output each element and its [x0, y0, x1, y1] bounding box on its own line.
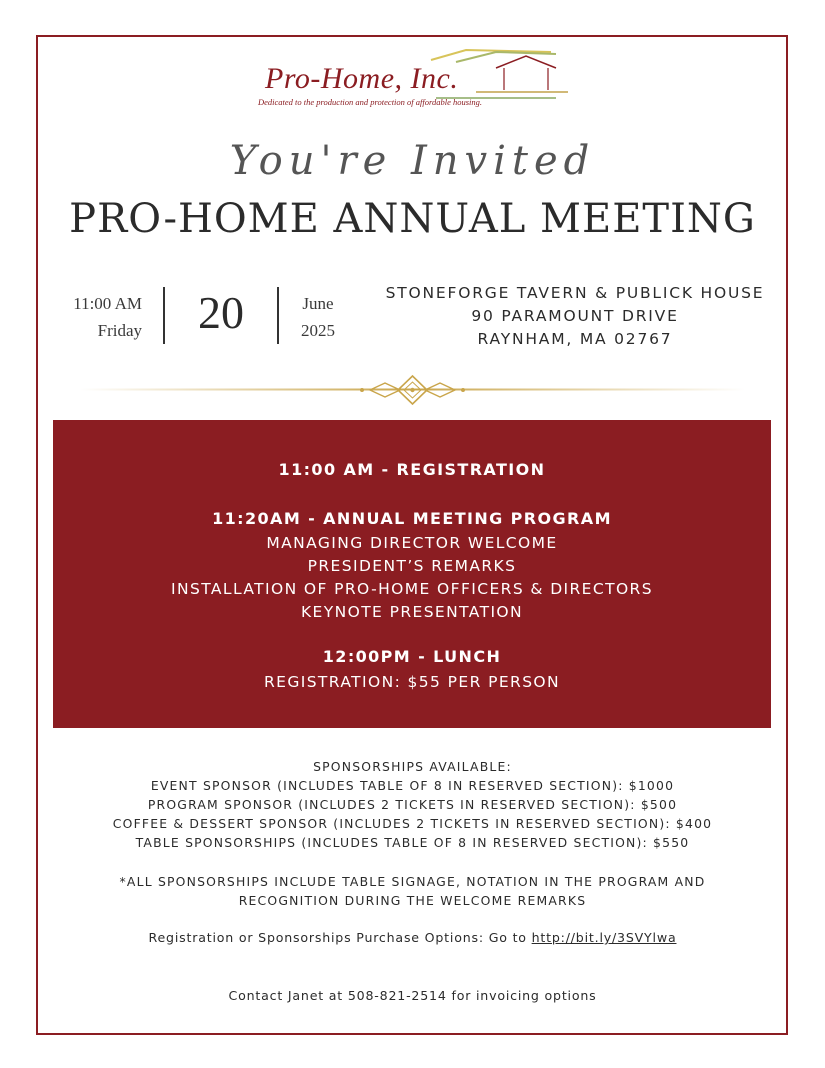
event-weekday: Friday: [97, 321, 142, 340]
registration-link[interactable]: http://bit.ly/3SVYlwa: [531, 930, 677, 945]
registration-text: Registration or Sponsorships Purchase Options: Go to: [148, 930, 532, 945]
event-title: PRO-HOME ANNUAL MEETING: [69, 196, 756, 242]
lunch-time: 12:00PM - LUNCH: [322, 647, 502, 666]
event-year: 2025: [301, 321, 335, 340]
sponsorship-item: EVENT SPONSOR (INCLUDES TABLE OF 8 IN RESERVED SECTION): $1000: [150, 778, 675, 793]
company-logo-name: Pro-Home, Inc.: [265, 62, 459, 95]
venue-address: [370, 282, 780, 351]
program-items: [53, 532, 771, 624]
program-heading: 11:20AM - ANNUAL MEETING PROGRAM: [212, 509, 612, 528]
venue-street: 90 PARAMOUNT DRIVE: [471, 307, 679, 325]
sponsorships-heading: SPONSORSHIPS AVAILABLE:: [313, 759, 512, 774]
company-tagline: Dedicated to the production and protection of affordable housing.: [258, 97, 483, 107]
event-month: June: [302, 294, 334, 313]
program-item: KEYNOTE PRESENTATION: [300, 603, 524, 621]
venue-name: STONEFORGE TAVERN & PUBLICK HOUSE: [385, 284, 765, 302]
ornamental-divider-icon: [80, 374, 745, 406]
event-time: 11:00 AM: [73, 294, 142, 313]
sponsorship-note-line: RECOGNITION DURING THE WELCOME REMARKS: [238, 893, 587, 908]
registration-time: 11:00 AM - REGISTRATION: [278, 460, 546, 479]
registration-options: [0, 930, 825, 945]
event-day-number: 20: [198, 287, 244, 338]
date-divider-right: [277, 287, 279, 344]
date-divider-left: [163, 287, 165, 344]
sponsorship-note: [40, 872, 785, 910]
youre-invited-heading: You're Invited: [229, 138, 596, 184]
program-item: PRESIDENT’S REMARKS: [307, 557, 517, 575]
registration-price: REGISTRATION: $55 PER PERSON: [263, 673, 561, 691]
schedule-panel: [53, 420, 771, 728]
program-item: MANAGING DIRECTOR WELCOME: [266, 534, 558, 552]
venue-city: RAYNHAM, MA 02767: [477, 330, 673, 348]
sponsorships-list: [40, 757, 785, 852]
program-item: INSTALLATION OF PRO-HOME OFFICERS & DIRECTORS: [171, 580, 653, 598]
sponsorship-item: COFFEE & DESSERT SPONSOR (INCLUDES 2 TICKETS IN RESERVED SECTION): $400: [112, 816, 713, 831]
sponsorship-note-line: *ALL SPONSORSHIPS INCLUDE TABLE SIGNAGE, NOTATION IN THE PROGRAM AND: [119, 874, 706, 889]
sponsorship-item: TABLE SPONSORSHIPS (INCLUDES TABLE OF 8 IN RESERVED SECTION): $550: [135, 835, 690, 850]
month-year-block: [292, 290, 344, 344]
sponsorship-item: PROGRAM SPONSOR (INCLUDES 2 TICKETS IN RESERVED SECTION): $500: [147, 797, 678, 812]
time-weekday-block: [60, 290, 142, 344]
contact-info: Contact Janet at 508-821-2514 for invoicing options: [228, 988, 597, 1003]
